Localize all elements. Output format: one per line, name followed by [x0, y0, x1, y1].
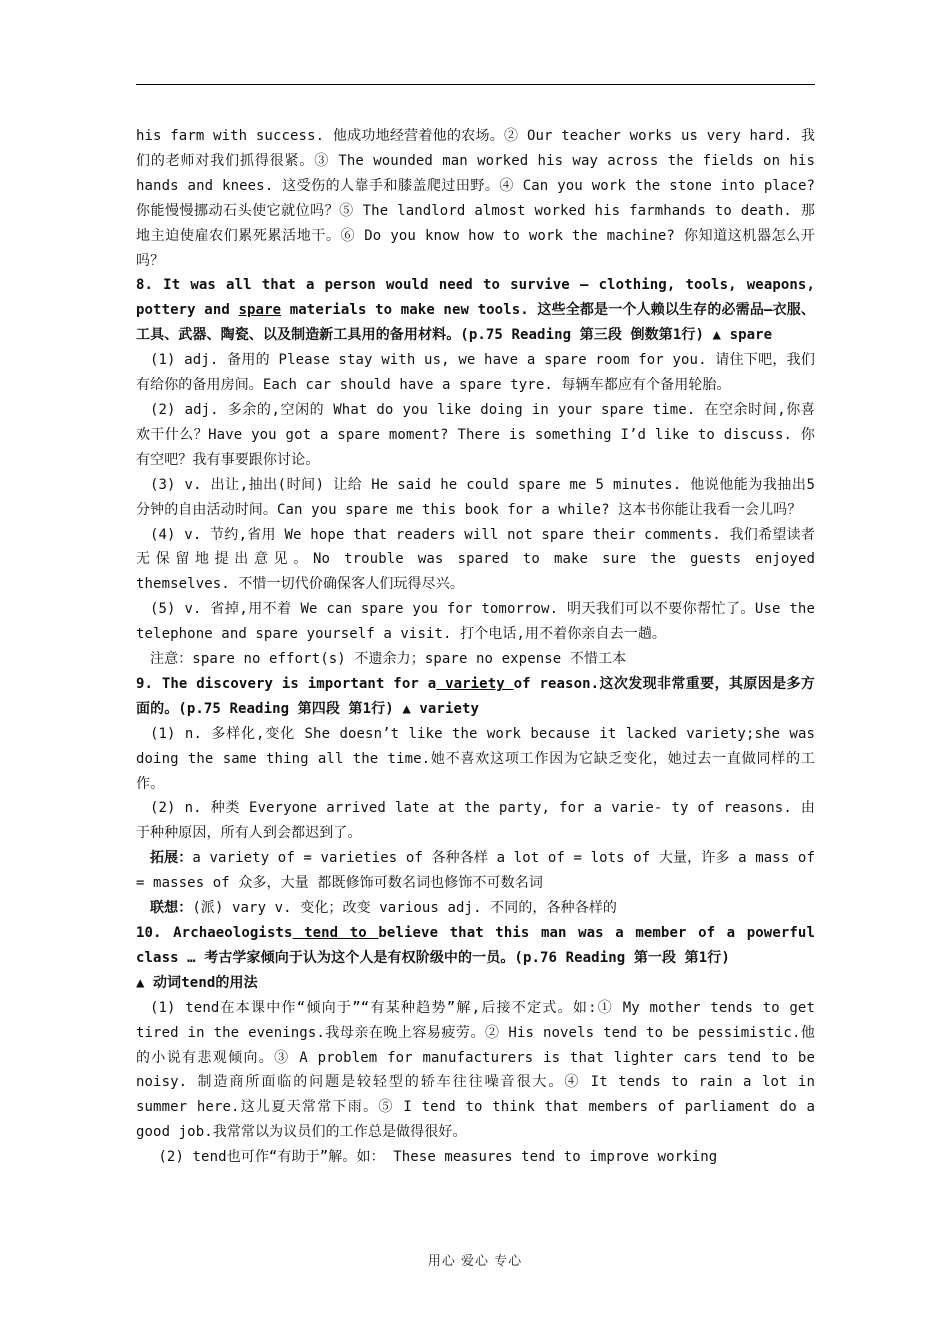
item-9-heading: 9. The discovery is important for a variety of reason.这次发现非常重要，其原因是多方面的。(p.75 Reading 第四段 第1行) ▲ variety [136, 675, 815, 717]
variety-sense-1: (1) n. 多样化,变化 She doesn’t like the work because it lacked variety;she was doing the same thing all the time.她不喜欢这项工作因为它缺乏变化，她过去一直做同样的工作。 [136, 725, 815, 792]
spare-sense-5: (5) v. 省掉,用不着 We can spare you for tomorrow. 明天我们可以不要你帮忙了。Use the telephone and spare yourself a visit. 打个电话,用不着你亲自去一趟。 [136, 601, 815, 643]
spare-sense-4: (4) v. 节约,省用 We hope that readers will not spare their comments. 我们希望读者无保留地提出意见。No trouble was spared to make sure the guests enjoyed themselves. 不惜一切代价确保客人们玩得尽兴。 [136, 526, 815, 593]
association-note: 联想：(派) vary v. 变化；改变 various adj. 不同的，各种各样的 [150, 900, 618, 917]
spare-sense-1: (1) adj. 备用的 Please stay with us, we have a spare room for you. 请住下吧，我们有给你的备用房间。Each car should have a spare tyre. 每辆车都应有个备用轮胎。 [136, 352, 815, 394]
header-rule [136, 84, 815, 85]
extension-note: 拓展：a variety of = varieties of 各种各样 a lot of = lots of 大量，许多 a mass of = masses of 众多，大量 都既修饰可数名词也修饰不可数名词 [136, 850, 815, 892]
spare-sense-3: (3) v. 出让,抽出(时间) 让给 He said he could spare me 5 minutes. 他说他能为我抽出5分钟的自由活动时间。Can you spare me this book for a while? 这本书你能让我看一会儿吗？ [136, 476, 815, 518]
spare-sense-2: (2) adj. 多余的,空闲的 What do you like doing in your spare time. 在空余时间,你喜欢干什么？Have you got a spare moment? There is something I’d like to discuss. 你有空吧？我有事要跟你讨论。 [136, 401, 815, 468]
paragraph-work-examples: his farm with success. 他成功地经营着他的农场。② Our teacher works us very hard. 我们的老师对我们抓得很紧。③ The wounded man worked his way across the fields on his hands and knees. 这受伤的人靠手和膝盖爬过田野。④ Can you work the stone into place? 你能慢慢挪动石头使它就位吗？⑤ The landlord almost worked his farmhands to death. 那地主迫使雇农们累死累活地干。⑥ Do you know how to work the machine? 你知道这机器怎么开吗？ [136, 128, 815, 269]
spare-note: 注意：spare no effort(s) 不遗余力；spare no expense 不惜工本 [150, 651, 627, 668]
tend-usage-2: (2) tend也可作“有助于”解。如： These measures tend to improve working [158, 1149, 718, 1166]
item-10-subheading: ▲ 动词tend的用法 [136, 974, 258, 991]
document-body [136, 124, 815, 1170]
variety-sense-2: (2) n. 种类 Everyone arrived late at the party, for a varie- ty of reasons. 由于种种原因，所有人到会都迟到了。 [136, 800, 815, 842]
tend-usage-1: (1) tend在本课中作“倾向于”“有某种趋势”解,后接不定式。如:① My mother tends to get tired in the evenings.我母亲在晚上容易疲劳。② His novels tend to be pessimistic.他的小说有悲观倾向。③ A problem for manufacturers is that lighter cars tend to be noisy. 制造商所面临的问题是较轻型的轿车往往噪音很大。④ It tends to rain a lot in summer here.这儿夏天常常下雨。⑤ I tend to think that members of parliament do a good job.我常常以为议员们的工作总是做得很好。 [136, 999, 815, 1141]
item-10-heading: 10. Archaeologists tend to believe that this man was a member of a powerful class … 考古学家倾向于认为这个人是有权阶级中的一员。(p.76 Reading 第一段 第1行) [136, 925, 815, 966]
page-footer: 用心 爱心 专心 [427, 1254, 523, 1269]
item-8-heading: 8. It was all that a person would need to survive – clothing, tools, weapons, pottery and spare materials to make new tools. 这些全都是一个人赖以生存的必需品—衣服、工具、武器、陶瓷、以及制造新工具用的备用材料。(p.75 Reading 第三段 倒数第1行) ▲ spare [136, 277, 815, 344]
